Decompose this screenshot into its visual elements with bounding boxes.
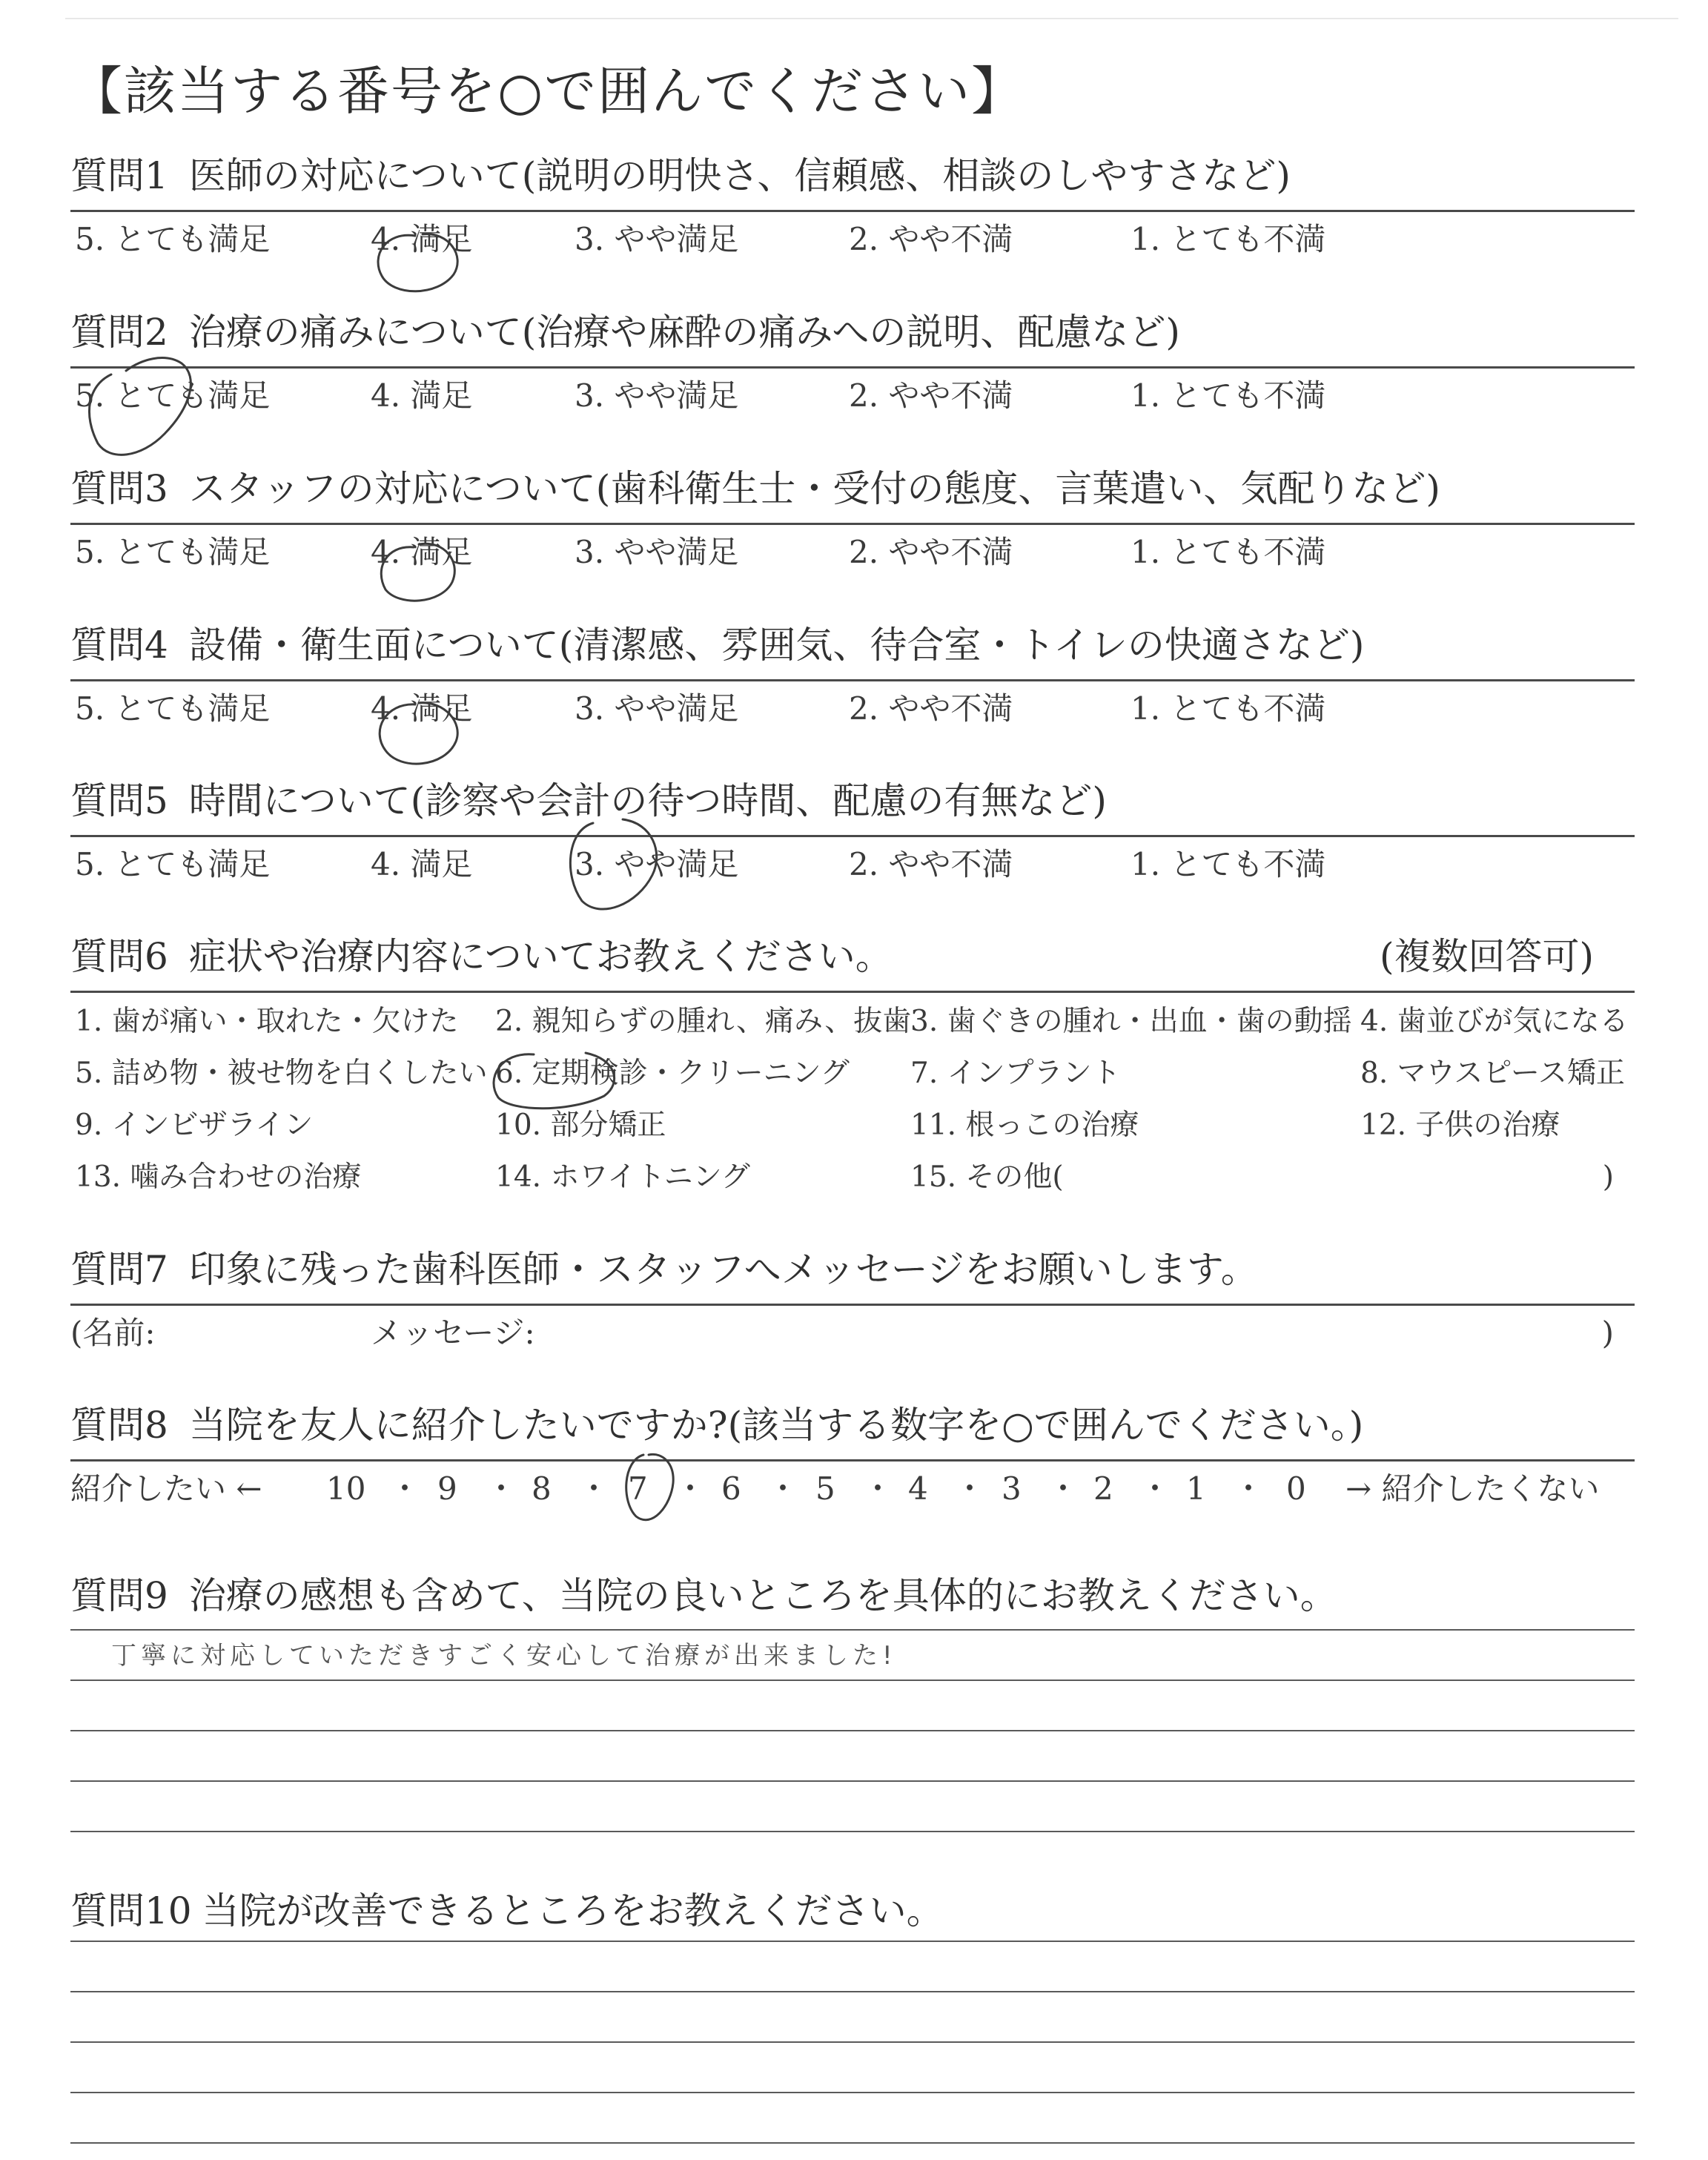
name-label: (名前: [70, 1315, 156, 1351]
question-underline [70, 991, 1635, 993]
question-1 [70, 152, 1635, 257]
option-4[interactable]: 4. 満足 [371, 221, 473, 257]
question-number: 質問10 [70, 1889, 192, 1932]
question-title [70, 465, 1635, 512]
scale-separator: ・ [767, 1470, 799, 1507]
scale-value[interactable]: 0 [1286, 1470, 1306, 1507]
question-title [70, 152, 1635, 199]
question-number: 質問9 [70, 1574, 168, 1617]
symptom-option[interactable]: 12. 子供の治療 [1360, 1109, 1560, 1142]
option-1[interactable]: 1. とても不満 [1131, 846, 1326, 882]
option-5[interactable]: 5. とても満足 [75, 221, 271, 257]
scale-separator: ・ [389, 1470, 421, 1507]
question-underline [70, 835, 1635, 837]
question-number: 質問7 [70, 1248, 168, 1291]
question-number: 質問5 [70, 779, 168, 822]
symptom-option[interactable]: 9. インビザライン [75, 1109, 314, 1142]
answer-line [70, 1831, 1635, 1832]
symptom-option[interactable]: 4. 歯並びが気になる [1360, 1005, 1629, 1038]
symptom-option[interactable]: 3. 歯ぐきの腫れ・出血・歯の動揺 [910, 1005, 1352, 1038]
option-1[interactable]: 1. とても不満 [1131, 690, 1326, 727]
scale-value[interactable]: 8 [532, 1470, 552, 1507]
message-close-paren: ) [1601, 1315, 1614, 1351]
answer-line [70, 1780, 1635, 1782]
scale-value[interactable]: 4 [908, 1470, 928, 1507]
answer-line [70, 1730, 1635, 1731]
question-number: 質問6 [70, 935, 168, 978]
symptom-option[interactable]: 1. 歯が痛い・取れた・欠けた [75, 1005, 459, 1038]
question-2 [70, 308, 1635, 414]
question-underline [70, 679, 1635, 681]
symptom-option[interactable]: 13. 噛み合わせの治療 [75, 1160, 362, 1194]
question-3 [70, 465, 1635, 570]
option-2[interactable]: 2. やや不満 [849, 377, 1013, 414]
symptom-option[interactable]: 5. 詰め物・被せ物を白くしたい [75, 1057, 488, 1090]
scale-value[interactable]: 5 [815, 1470, 835, 1507]
question-underline [70, 1304, 1635, 1306]
question-title [70, 777, 1635, 825]
scale-value[interactable]: 2 [1093, 1470, 1113, 1507]
question-underline [70, 1459, 1635, 1462]
question-text: 当院を友人に紹介したいですか?(該当する数字を○で囲んでください。) [188, 1404, 1364, 1447]
page-title: 【該当する番号を○で囲んでください】 [70, 61, 1025, 122]
question-underline [70, 210, 1635, 212]
option-2[interactable]: 2. やや不満 [849, 534, 1013, 570]
symptom-option[interactable]: 11. 根っこの治療 [910, 1109, 1139, 1142]
question-10 [70, 1887, 1635, 1935]
scale-separator: ・ [862, 1470, 894, 1507]
answer-line [70, 2142, 1635, 2144]
question-number: 質問3 [70, 467, 168, 510]
handwritten-answer: 丁寧に対応していただきすごく安心して治療が出来ました! [111, 1641, 897, 1671]
symptom-option[interactable]: 15. その他( [910, 1160, 1064, 1194]
option-3[interactable]: 3. やや満足 [575, 690, 739, 727]
question-7 [70, 1246, 1635, 1351]
answer-line [70, 1680, 1635, 1681]
symptom-option[interactable]: 14. ホワイトニング [495, 1160, 750, 1194]
question-title [70, 933, 1635, 980]
question-text: 印象に残った歯科医師・スタッフへメッセージをお願いします。 [188, 1248, 1258, 1291]
question-number: 質問1 [70, 154, 168, 197]
answer-line [70, 1991, 1635, 1992]
option-1[interactable]: 1. とても不満 [1131, 221, 1326, 257]
question-title [70, 621, 1635, 669]
answer-line [70, 1629, 1635, 1631]
option-2[interactable]: 2. やや不満 [849, 690, 1013, 727]
question-text: 医師の対応について(説明の明快さ、信頼感、相談のしやすさなど) [188, 154, 1291, 197]
symptom-option[interactable]: 7. インプラント [910, 1057, 1121, 1090]
question-5 [70, 777, 1635, 882]
option-1[interactable]: 1. とても不満 [1131, 534, 1326, 570]
question-title [70, 1572, 1635, 1619]
question-underline [70, 366, 1635, 369]
question-6 [70, 933, 1635, 1194]
option-3[interactable]: 3. やや満足 [575, 221, 739, 257]
scale-right-label: → 紹介したくない [1345, 1470, 1600, 1507]
question-text: 当院が改善できるところをお教えください。 [202, 1889, 944, 1932]
option-1[interactable]: 1. とても不満 [1131, 377, 1326, 414]
answer-line [70, 2092, 1635, 2093]
question-title [70, 1246, 1635, 1293]
scale-value[interactable]: 9 [437, 1470, 457, 1507]
option-3[interactable]: 3. やや満足 [575, 846, 739, 882]
question-number: 質問4 [70, 624, 168, 667]
scale-value[interactable]: 6 [721, 1470, 741, 1507]
question-title [70, 308, 1635, 356]
question-text: 時間について(診察や会計の待つ時間、配慮の有無など) [188, 779, 1107, 822]
question-underline [70, 523, 1635, 525]
option-4[interactable]: 4. 満足 [371, 690, 473, 727]
scale-separator: ・ [1139, 1470, 1171, 1507]
scale-separator: ・ [1233, 1470, 1265, 1507]
option-5[interactable]: 5. とても満足 [75, 846, 271, 882]
option-3[interactable]: 3. やや満足 [575, 534, 739, 570]
option-5[interactable]: 5. とても満足 [75, 534, 271, 570]
scale-separator: ・ [954, 1470, 986, 1507]
question-4 [70, 621, 1635, 727]
question-number: 質問2 [70, 311, 168, 354]
scale-separator: ・ [578, 1470, 610, 1507]
symptom-option[interactable]: 10. 部分矯正 [495, 1109, 666, 1142]
scale-value[interactable]: 3 [1002, 1470, 1022, 1507]
option-5[interactable]: 5. とても満足 [75, 377, 271, 414]
message-label: メッセージ: [371, 1315, 535, 1351]
question-text: 症状や治療内容についてお教えください。 [188, 935, 893, 978]
option-4[interactable]: 4. 満足 [371, 377, 473, 414]
scale-value[interactable]: 1 [1186, 1470, 1206, 1507]
option-4[interactable]: 4. 満足 [371, 534, 473, 570]
question-text: スタッフの対応について(歯科衛生士・受付の態度、言葉遣い、気配りなど) [188, 467, 1440, 510]
question-title [70, 1887, 1635, 1935]
question-text: 治療の感想も含めて、当院の良いところを具体的にお教えください。 [188, 1574, 1337, 1617]
question-title [70, 1401, 1635, 1449]
symptom-option[interactable]: 2. 親知らずの腫れ、痛み、抜歯 [495, 1005, 912, 1038]
question-8 [70, 1401, 1635, 1507]
question-text: 設備・衛生面について(清潔感、雰囲気、待合室・トイレの快適さなど) [188, 624, 1365, 667]
page-edge [65, 18, 1678, 19]
scale-separator: ・ [675, 1470, 706, 1507]
multiple-answer-note: (複数回答可) [1379, 935, 1594, 978]
option-2[interactable]: 2. やや不満 [849, 221, 1013, 257]
scale-separator: ・ [486, 1470, 517, 1507]
option-3[interactable]: 3. やや満足 [575, 377, 739, 414]
question-number: 質問8 [70, 1404, 168, 1447]
question-text: 治療の痛みについて(治療や麻酔の痛みへの説明、配慮など) [188, 311, 1180, 354]
symptom-option[interactable]: 8. マウスピース矯正 [1360, 1057, 1625, 1090]
scale-value[interactable]: 7 [628, 1470, 648, 1507]
scale-left-label: 紹介したい ← [70, 1470, 262, 1507]
scale-separator: ・ [1047, 1470, 1079, 1507]
symptom-option[interactable]: 6. 定期検診・クリーニング [495, 1057, 850, 1090]
other-close-paren: ) [1602, 1160, 1614, 1194]
scale-value[interactable]: 10 [326, 1470, 366, 1507]
option-5[interactable]: 5. とても満足 [75, 690, 271, 727]
question-9 [70, 1572, 1635, 1619]
answer-line [70, 1941, 1635, 1942]
option-4[interactable]: 4. 満足 [371, 846, 473, 882]
option-2[interactable]: 2. やや不満 [849, 846, 1013, 882]
answer-line [70, 2041, 1635, 2043]
